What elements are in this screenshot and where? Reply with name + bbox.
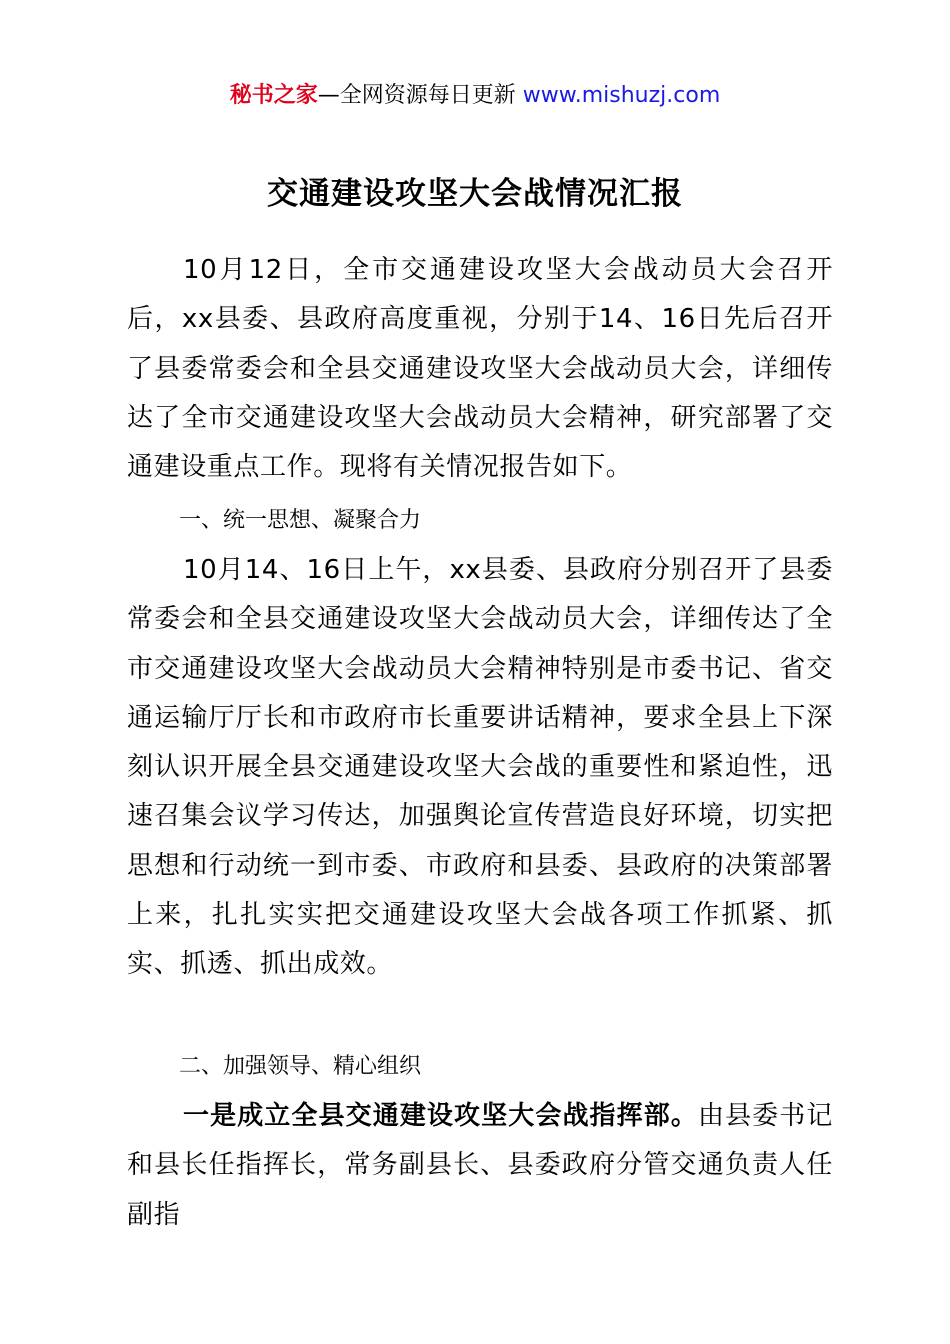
section-heading-1: 一、统一思想、凝聚合力 [179,508,422,533]
section-heading-2: 二、加强领导、精心组织 [179,1054,422,1079]
site-header [0,80,950,112]
document-title: 交通建设攻坚大会战情况汇报 [267,176,683,212]
header-tagline: —全网资源每日更新 [317,83,523,108]
intro-paragraph: 10月12日，全市交通建设攻坚大会战动员大会召开后，xx县委、县政府高度重视，分别于14、16日先后召开了县委常委会和全县交通建设攻坚大会战动员大会，详细传达了全市交通建设攻坚大会战动员大会精神，研究部署了交通建设重点工作。现将有关情况报告如下。 [127,255,833,483]
item-1-lead: 一是成立全县交通建设攻坚大会战指挥部。 [183,1101,698,1131]
website-link[interactable]: www.mishuzj.com [522,83,721,108]
item-1-text: 由县委书记和县长任指挥长，常务副县长、县委政府分管交通负责人任副指 [127,1101,833,1230]
section-1-paragraph: 10月14、16日上午，xx县委、县政府分别召开了县委常委会和全县交通建设攻坚大会战动员大会，详细传达了全市交通建设攻坚大会战动员大会精神特别是市委书记、省交通运输厅厅长和市政府市长重要讲话精神，要求全县上下深刻认识开展全县交通建设攻坚大会战的重要性和紧迫性，迅速召集会议学习传达，加强舆论宣传营造良好环境，切实把思想和行动统一到市委、市政府和县委、县政府的决策部署上来，扎扎实实把交通建设攻坚大会战各项工作抓紧、抓实、抓透、抓出成效。 [127,555,833,980]
brand-name: 秘书之家 [229,83,318,108]
item-1-paragraph [127,1092,833,1240]
